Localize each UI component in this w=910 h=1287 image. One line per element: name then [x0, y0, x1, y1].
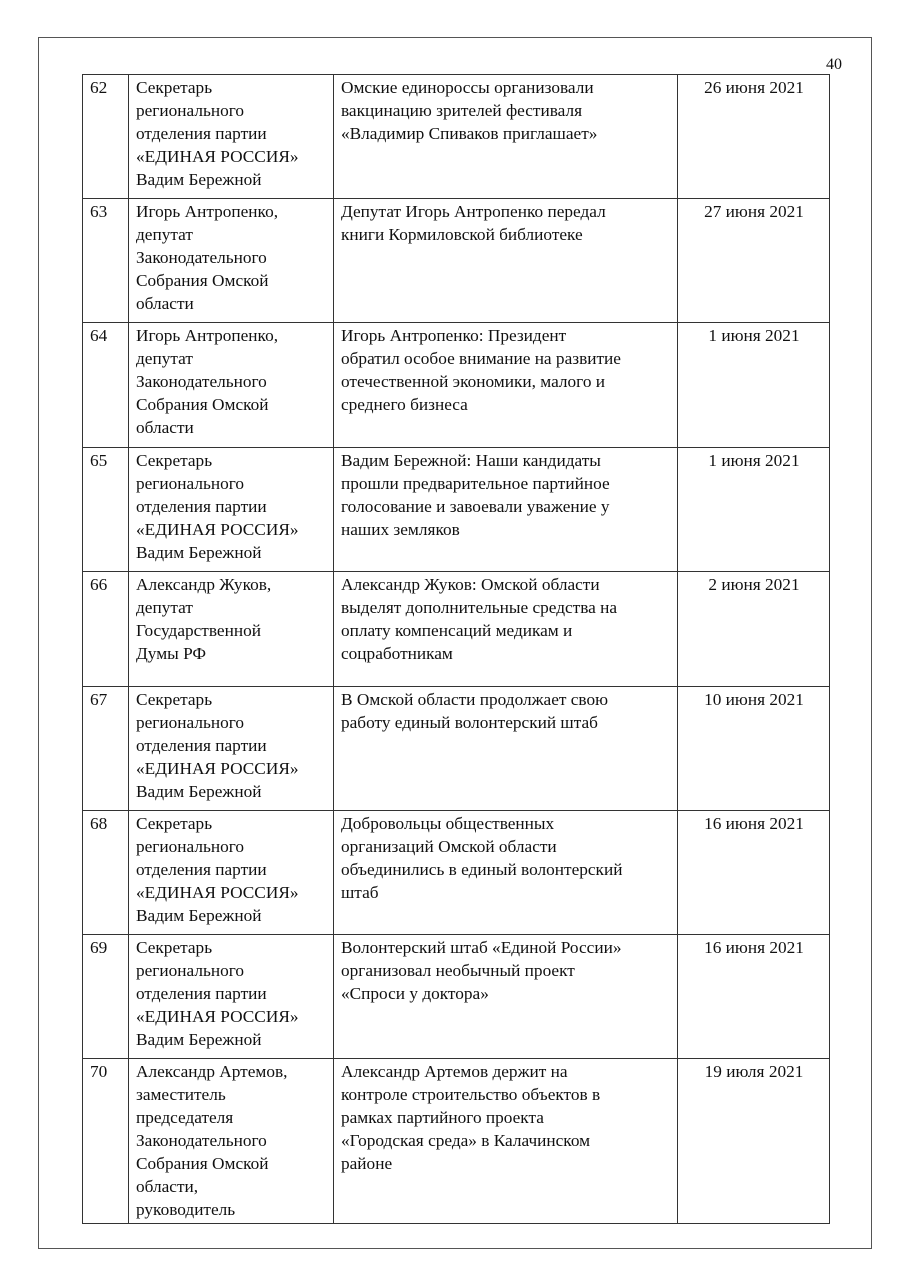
author-line: регионального: [136, 101, 245, 120]
title-line: книги Кормиловской библиотеке: [341, 225, 583, 244]
author-line: отделения партии: [136, 497, 267, 516]
date-cell: 2 июня 2021: [678, 572, 830, 687]
author-line: области,: [136, 1177, 199, 1196]
title-cell: [334, 935, 678, 1059]
row-number: 66: [83, 572, 129, 687]
author-line: Александр Артемов,: [136, 1062, 288, 1081]
title-line: Добровольцы общественных: [341, 814, 555, 833]
author-line: Вадим Бережной: [136, 543, 262, 562]
date-cell: 1 июня 2021: [678, 323, 830, 448]
table-row: [83, 935, 830, 1059]
author-cell: [129, 1059, 334, 1224]
row-number: 67: [83, 687, 129, 811]
author-line: области: [136, 418, 194, 437]
title-line: контроле строительство объектов в: [341, 1085, 601, 1104]
date-cell: 16 июня 2021: [678, 811, 830, 935]
title-line: голосование и завоевали уважение у: [341, 497, 610, 516]
row-number: 63: [83, 199, 129, 323]
author-line: Секретарь: [136, 451, 213, 470]
author-line: заместитель: [136, 1085, 226, 1104]
author-cell: [129, 572, 334, 687]
author-line: Собрания Омской: [136, 1154, 269, 1173]
title-cell: [334, 572, 678, 687]
title-line: Депутат Игорь Антропенко передал: [341, 202, 606, 221]
title-line: районе: [341, 1154, 393, 1173]
author-line: Собрания Омской: [136, 395, 269, 414]
table-row: [83, 687, 830, 811]
author-line: Игорь Антропенко,: [136, 202, 279, 221]
page-number: 40: [826, 56, 842, 73]
table-row: [83, 572, 830, 687]
table-row: [83, 1059, 830, 1224]
author-line: Вадим Бережной: [136, 906, 262, 925]
row-number: 70: [83, 1059, 129, 1224]
date-cell: 10 июня 2021: [678, 687, 830, 811]
row-number: 68: [83, 811, 129, 935]
author-line: депутат: [136, 598, 193, 617]
table-row: [83, 448, 830, 572]
author-line: Секретарь: [136, 814, 213, 833]
title-cell: [334, 687, 678, 811]
date-cell: 27 июня 2021: [678, 199, 830, 323]
date-cell: 16 июня 2021: [678, 935, 830, 1059]
title-line: организаций Омской области: [341, 837, 557, 856]
title-line: рамках партийного проекта: [341, 1108, 544, 1127]
title-line: Александр Жуков: Омской области: [341, 575, 600, 594]
title-cell: [334, 199, 678, 323]
author-line: отделения партии: [136, 736, 267, 755]
title-line: работу единый волонтерский штаб: [341, 713, 598, 732]
author-line: отделения партии: [136, 860, 267, 879]
author-line: отделения партии: [136, 124, 267, 143]
author-line: Секретарь: [136, 78, 213, 97]
row-number: 69: [83, 935, 129, 1059]
author-line: «ЕДИНАЯ РОССИЯ»: [136, 1007, 299, 1026]
row-number: 62: [83, 75, 129, 199]
author-line: Законодательного: [136, 1131, 267, 1150]
title-line: наших земляков: [341, 520, 460, 539]
author-line: руководитель: [136, 1200, 236, 1219]
date-cell: 26 июня 2021: [678, 75, 830, 199]
title-line: «Спроси у доктора»: [341, 984, 489, 1003]
title-cell: [334, 448, 678, 572]
date-cell: 1 июня 2021: [678, 448, 830, 572]
table-row: [83, 323, 830, 448]
author-line: Секретарь: [136, 690, 213, 709]
author-line: Секретарь: [136, 938, 213, 957]
author-cell: [129, 323, 334, 448]
author-line: регионального: [136, 474, 245, 493]
title-line: отечественной экономики, малого и: [341, 372, 606, 391]
title-cell: [334, 1059, 678, 1224]
author-line: «ЕДИНАЯ РОССИЯ»: [136, 520, 299, 539]
table-row: [83, 75, 830, 199]
author-line: Игорь Антропенко,: [136, 326, 279, 345]
title-line: штаб: [341, 883, 379, 902]
title-line: объединились в единый волонтерский: [341, 860, 623, 879]
title-line: организовал необычный проект: [341, 961, 575, 980]
author-cell: [129, 811, 334, 935]
author-cell: [129, 199, 334, 323]
author-cell: [129, 935, 334, 1059]
author-line: «ЕДИНАЯ РОССИЯ»: [136, 147, 299, 166]
author-line: регионального: [136, 713, 245, 732]
author-line: депутат: [136, 349, 193, 368]
title-cell: [334, 75, 678, 199]
author-line: регионального: [136, 961, 245, 980]
title-line: Вадим Бережной: Наши кандидаты: [341, 451, 601, 470]
title-line: «Городская среда» в Калачинском: [341, 1131, 591, 1150]
title-line: оплату компенсаций медикам и: [341, 621, 573, 640]
author-line: области: [136, 294, 194, 313]
author-line: Законодательного: [136, 248, 267, 267]
title-line: Волонтерский штаб «Единой России»: [341, 938, 622, 957]
title-line: прошли предварительное партийное: [341, 474, 610, 493]
row-number: 64: [83, 323, 129, 448]
title-line: Омские единороссы организовали: [341, 78, 594, 97]
author-line: Думы РФ: [136, 644, 207, 663]
title-line: обратил особое внимание на развитие: [341, 349, 621, 368]
title-cell: [334, 323, 678, 448]
title-line: соцработникам: [341, 644, 453, 663]
title-line: выделят дополнительные средства на: [341, 598, 618, 617]
publications-table: [82, 74, 830, 1224]
author-line: «ЕДИНАЯ РОССИЯ»: [136, 883, 299, 902]
author-cell: [129, 75, 334, 199]
author-line: председателя: [136, 1108, 234, 1127]
author-line: Вадим Бережной: [136, 1030, 262, 1049]
author-line: отделения партии: [136, 984, 267, 1003]
author-cell: [129, 448, 334, 572]
author-line: депутат: [136, 225, 193, 244]
author-line: Вадим Бережной: [136, 782, 262, 801]
title-line: «Владимир Спиваков приглашает»: [341, 124, 598, 143]
title-line: В Омской области продолжает свою: [341, 690, 609, 709]
author-line: Законодательного: [136, 372, 267, 391]
title-line: Игорь Антропенко: Президент: [341, 326, 567, 345]
table-row: [83, 811, 830, 935]
title-cell: [334, 811, 678, 935]
author-line: Вадим Бережной: [136, 170, 262, 189]
author-line: Александр Жуков,: [136, 575, 272, 594]
author-cell: [129, 687, 334, 811]
title-line: среднего бизнеса: [341, 395, 468, 414]
date-cell: 19 июля 2021: [678, 1059, 830, 1224]
author-line: «ЕДИНАЯ РОССИЯ»: [136, 759, 299, 778]
title-line: вакцинацию зрителей фестиваля: [341, 101, 583, 120]
author-line: Государственной: [136, 621, 261, 640]
title-line: Александр Артемов держит на: [341, 1062, 568, 1081]
author-line: регионального: [136, 837, 245, 856]
row-number: 65: [83, 448, 129, 572]
table-row: [83, 199, 830, 323]
author-line: Собрания Омской: [136, 271, 269, 290]
